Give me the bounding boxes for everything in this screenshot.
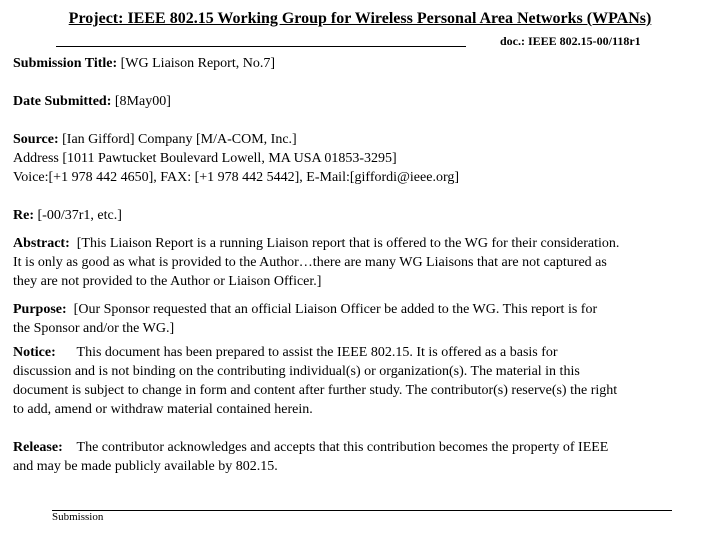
re-field [13,206,709,225]
notice-text: document is subject to change in form and content after further study. The contributor(s) reserve(s) the right [13,383,618,398]
purpose-label: Purpose: [13,302,67,317]
abstract-text: they are not provided to the Author or Liaison Officer.] [13,274,322,289]
notice-text: discussion and is not binding on the contributing individual(s) or organization(s). The material in this [13,364,580,379]
date-submitted-value: [8May00] [114,94,171,109]
header-rule [56,46,466,47]
abstract-line [13,234,709,253]
re-value: [-00/37r1, etc.] [37,208,122,223]
purpose-text: [Our Sponsor requested that an official Liaison Officer be added to the WG. This report is for [73,302,598,317]
footer-rule [52,510,672,511]
notice-field [13,343,709,419]
source-value: [Ian Gifford] Company [M/A-COM, Inc.] [62,132,297,147]
abstract-text: [This Liaison Report is a running Liaison report that is offered to the WG for their consideration. [76,236,620,251]
release-field [13,438,709,476]
date-submitted-label: Date Submitted: [13,94,112,109]
release-text: The contributor acknowledges and accepts that this contribution becomes the property of IEEE [76,440,609,455]
re-label: Re: [13,208,34,223]
abstract-field [13,234,709,291]
notice-line [13,343,709,362]
notice-text: This document has been prepared to assist the IEEE 802.15. It is offered as a basis for [76,345,558,360]
document-body [13,54,709,476]
date-submitted-field [13,92,709,111]
submission-title-label: Submission Title: [13,56,118,71]
source-field [13,130,709,187]
submission-title-field [13,54,709,73]
doc-number: doc.: IEEE 802.15-00/118r1 [500,34,641,48]
submission-title-value: [WG Liaison Report, No.7] [120,56,275,71]
release-text: and may be made publicly available by 802.15. [13,459,278,474]
source-label: Source: [13,132,59,147]
source-contact: Voice:[+1 978 442 4650], FAX: [+1 978 442 5442], E-Mail:[giffordi@ieee.org] [13,170,460,185]
purpose-text: the Sponsor and/or the WG.] [13,321,175,336]
abstract-label: Abstract: [13,236,70,251]
notice-label: Notice: [13,345,56,360]
source-line [13,130,709,149]
release-line [13,438,709,457]
footer-label: Submission [52,511,104,523]
purpose-field [13,300,709,338]
abstract-text: It is only as good as what is provided to the Author…there are many WG Liaisons that are not captured as [13,255,607,270]
release-label: Release: [13,440,63,455]
purpose-line [13,300,709,319]
notice-text: to add, amend or withdraw material contained herein. [13,402,313,417]
source-address: Address [1011 Pawtucket Boulevard Lowell, MA USA 01853-3295] [13,151,397,166]
project-title: Project: IEEE 802.15 Working Group for Wireless Personal Area Networks (WPANs) [68,10,652,27]
